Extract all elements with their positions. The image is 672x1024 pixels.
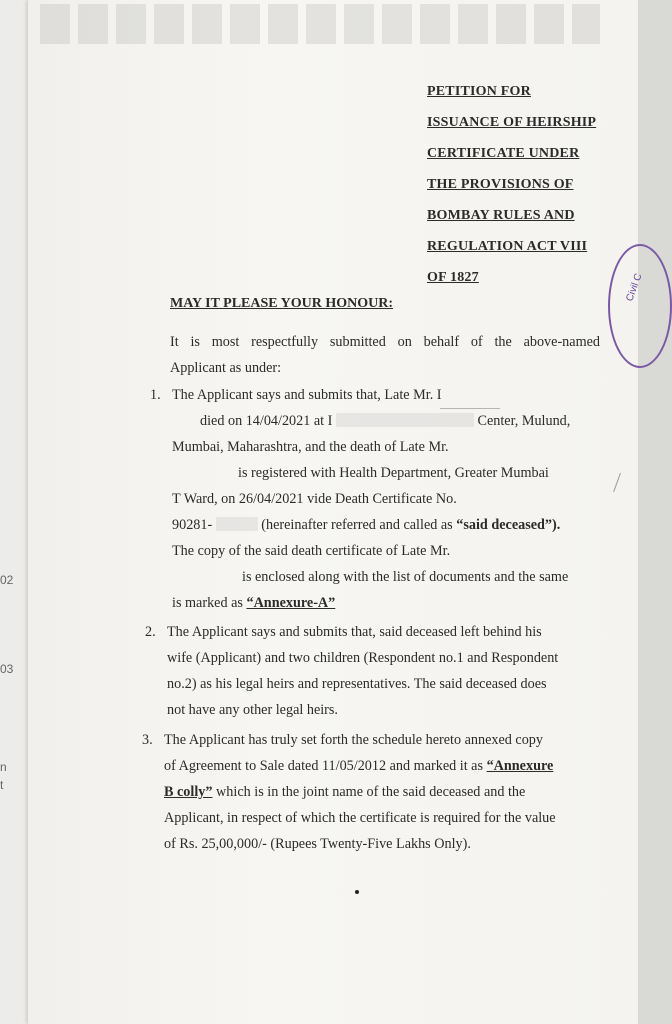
para1-line [172, 408, 597, 434]
para1-line [172, 382, 597, 408]
title-line: CERTIFICATE UNDER [427, 146, 580, 161]
para1-text: Center, Mulund, [477, 413, 571, 429]
para3-text: which is in the joint name of the said deceased and the [212, 784, 526, 800]
edge-text-03: 03 [0, 662, 14, 676]
paragraph-number: 3. [142, 732, 153, 748]
petition-title [427, 76, 632, 293]
para1-text: The Applicant says and submits that, Late Mr. I [172, 387, 442, 403]
para1-line [172, 538, 597, 564]
redacted-text [216, 517, 258, 531]
para2-line: not have any other legal heirs. [167, 702, 338, 718]
para1-text: The copy of the said death certificate of Late Mr. [172, 543, 451, 559]
para1-text: 90281- [172, 517, 213, 533]
paragraph-number: 2. [145, 624, 156, 640]
para1-line [172, 590, 597, 616]
para3-line: Applicant, in respect of which the certificate is required for the value [164, 810, 556, 826]
paragraph-2 [145, 619, 597, 723]
para1-text: is enclosed along with the list of documents and the same [242, 569, 569, 585]
annexure-b-label: B colly” [164, 784, 213, 800]
paragraph-1 [150, 382, 597, 616]
para1-line [172, 512, 597, 538]
intro-paragraph [170, 329, 600, 381]
seal-text: Civil C [624, 272, 645, 303]
redacted-text [336, 413, 474, 427]
para1-line [172, 564, 597, 590]
title-line: REGULATION ACT VIII [427, 239, 588, 254]
para1-text: died on 14/04/2021 at I [200, 413, 333, 429]
intro-line: Applicant as under: [170, 360, 282, 376]
annexure-b-label: “Annexure [486, 758, 554, 774]
adjacent-page-strip [0, 0, 28, 1024]
para1-line [172, 434, 597, 460]
para1-text: is registered with Health Department, Greater Mumbai [238, 465, 549, 481]
title-line: ISSUANCE OF HEIRSHIP [427, 115, 597, 130]
title-line: OF 1827 [427, 270, 479, 285]
para3-line: The Applicant has truly set forth the schedule hereto annexed copy [164, 732, 543, 748]
para2-line: wife (Applicant) and two children (Respondent no.1 and Respondent [167, 650, 559, 666]
para3-line: of Rs. 25,00,000/- (Rupees Twenty-Five Lakhs Only). [164, 836, 471, 852]
para2-line: The Applicant says and submits that, said deceased left behind his [167, 624, 542, 640]
para1-text: is marked as [172, 595, 247, 611]
title-line: BOMBAY RULES AND [427, 208, 575, 223]
title-line: PETITION FOR [427, 84, 531, 99]
para3-line [164, 779, 599, 805]
para1-line [172, 460, 597, 486]
para3-text: of Agreement to Sale dated 11/05/2012 and marked it as [164, 758, 487, 774]
para1-line [172, 486, 597, 512]
para2-line: no.2) as his legal heirs and representatives. The said deceased does [167, 676, 547, 692]
intro-line: It is most respectfully submitted on behalf of the above-named [170, 334, 600, 350]
court-seal-stamp [608, 244, 672, 368]
annexure-a-label: “Annexure-A” [246, 595, 336, 611]
ink-dot [355, 890, 359, 894]
para1-text: Mumbai, Maharashtra, and the death of Late Mr. [172, 439, 449, 455]
said-deceased-term: “said deceased”). [456, 517, 561, 533]
para3-line [164, 753, 599, 779]
edge-text-02: 02 [0, 573, 14, 587]
edge-text-n: n [0, 760, 7, 774]
paragraph-number: 1. [150, 387, 161, 403]
para1-text: (hereinafter referred and called as [261, 517, 457, 533]
bleed-through-text [40, 4, 600, 44]
underline-mark [440, 408, 500, 409]
salutation: MAY IT PLEASE YOUR HONOUR: [170, 296, 393, 311]
para1-text: T Ward, on 26/04/2021 vide Death Certificate No. [172, 491, 457, 507]
title-line: THE PROVISIONS OF [427, 177, 574, 192]
paragraph-3 [142, 727, 599, 857]
edge-text-t: t [0, 778, 4, 792]
